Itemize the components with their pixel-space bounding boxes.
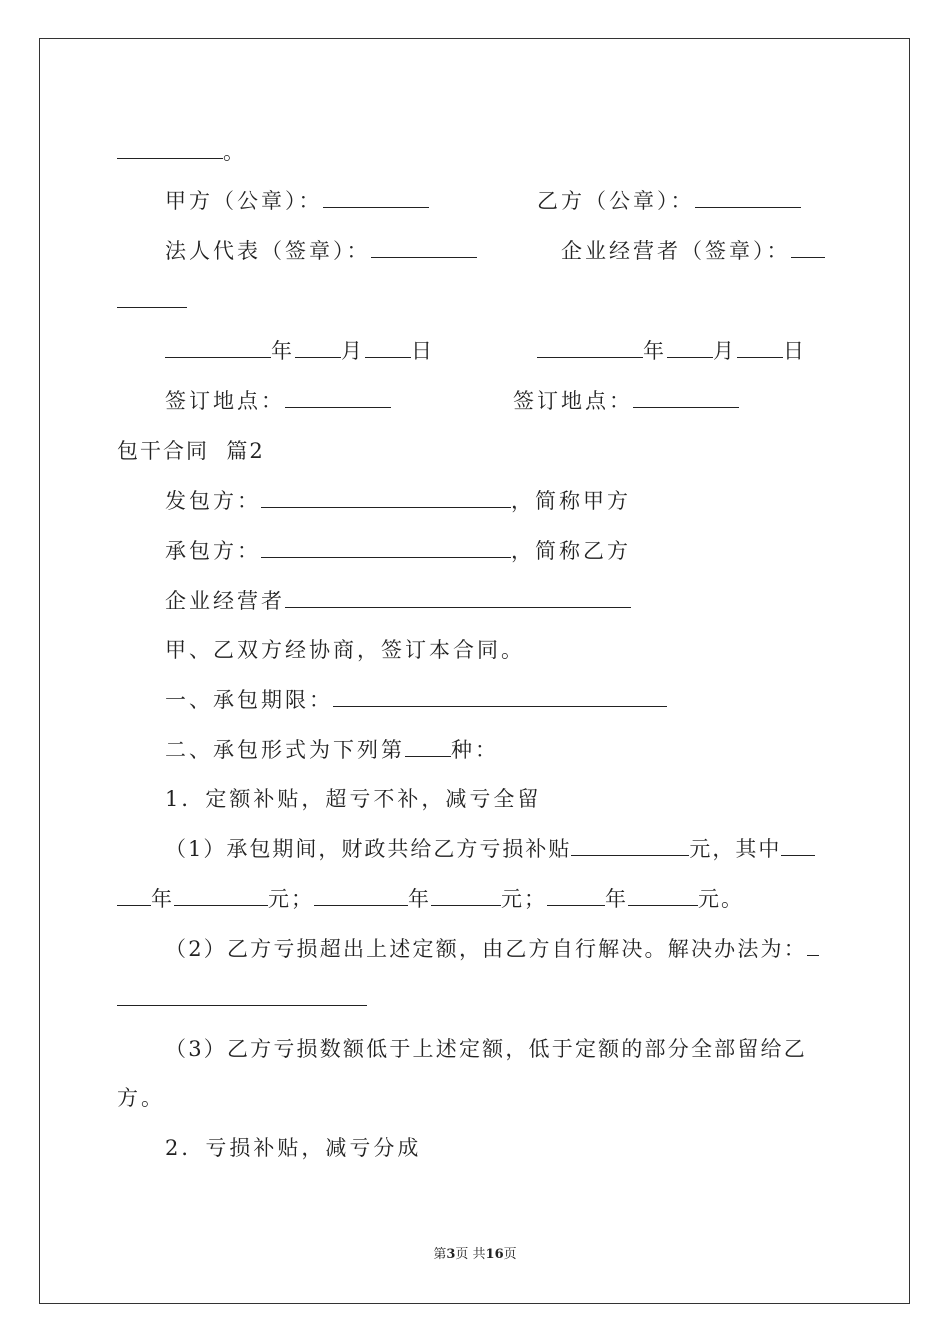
text: 月: [341, 339, 365, 363]
text: ，简称乙方: [511, 539, 631, 563]
text-line: [117, 984, 367, 1014]
text-line: [117, 137, 247, 167]
text-line: [117, 884, 744, 914]
text-line: （3）乙方亏损数额低于上述定额，低于定额的部分全部留给乙: [165, 1037, 807, 1061]
text: 页: [503, 1247, 517, 1262]
text: 年: [151, 887, 174, 911]
blank-field[interactable]: [371, 237, 477, 258]
date-line: [165, 336, 435, 366]
text-line: [513, 386, 739, 416]
blank-field[interactable]: [781, 835, 815, 856]
text-line: [165, 934, 819, 964]
section-title: 包干合同 篇2: [117, 439, 265, 463]
text-line: [165, 536, 631, 566]
text: 种：: [451, 738, 499, 762]
blank-field[interactable]: [791, 237, 825, 258]
page-number: 3: [446, 1247, 456, 1262]
text: 元；: [268, 887, 314, 911]
blank-field[interactable]: [117, 287, 187, 308]
text-line: 甲、乙双方经协商，签订本合同。: [165, 638, 525, 662]
blank-field[interactable]: [547, 885, 605, 906]
text: 元。: [698, 887, 744, 911]
text-line: [165, 685, 667, 715]
blank-field[interactable]: [431, 885, 501, 906]
blank-field[interactable]: [261, 487, 511, 508]
text-line: [165, 834, 815, 864]
text-line: 方。: [117, 1086, 165, 1110]
blank-field[interactable]: [285, 387, 391, 408]
text-line: [537, 186, 801, 216]
blank-field[interactable]: [174, 885, 268, 906]
blank-field[interactable]: [333, 686, 667, 707]
text: 年: [605, 887, 628, 911]
text: 元，其中: [689, 837, 782, 861]
text-line: 1．定额补贴，超亏不补，减亏全留: [165, 787, 542, 811]
text-line: [561, 236, 825, 266]
text: 年: [408, 887, 431, 911]
blank-field[interactable]: [365, 337, 411, 358]
text: 。: [223, 140, 247, 164]
text: （1）承包期间，财政共给乙方亏损补贴: [165, 837, 572, 861]
blank-field[interactable]: [807, 935, 819, 956]
blank-field[interactable]: [117, 885, 151, 906]
text: 企业经营者（签章）：: [561, 239, 791, 263]
blank-field[interactable]: [295, 337, 341, 358]
text-line: [165, 236, 477, 266]
page-total: 16: [485, 1247, 504, 1262]
text: 发包方：: [165, 489, 261, 513]
text: 一、承包期限：: [165, 688, 333, 712]
text: 月: [713, 339, 737, 363]
text: 二、承包形式为下列第: [165, 738, 405, 762]
text-line: [165, 586, 631, 616]
blank-field[interactable]: [628, 885, 698, 906]
text: 年: [643, 339, 667, 363]
blank-field[interactable]: [667, 337, 713, 358]
blank-field[interactable]: [117, 985, 367, 1006]
blank-field[interactable]: [285, 587, 631, 608]
blank-field[interactable]: [571, 835, 689, 856]
blank-field[interactable]: [737, 337, 783, 358]
text-line: [165, 735, 499, 765]
text-line: [165, 386, 391, 416]
text-line: [165, 186, 429, 216]
text: 签订地点：: [513, 389, 633, 413]
blank-field[interactable]: [323, 187, 429, 208]
text: 年: [271, 339, 295, 363]
blank-field[interactable]: [633, 387, 739, 408]
page-border: [39, 38, 910, 1304]
text: ，简称甲方: [511, 489, 631, 513]
blank-field[interactable]: [165, 337, 271, 358]
text: 承包方：: [165, 539, 261, 563]
text: 法人代表（签章）：: [165, 239, 371, 263]
text-line: 2．亏损补贴，减亏分成: [165, 1136, 422, 1160]
blank-field[interactable]: [261, 537, 511, 558]
blank-field[interactable]: [117, 138, 223, 159]
text: 甲方（公章）：: [165, 189, 323, 213]
text-line: [165, 486, 631, 516]
text-line: [117, 286, 187, 316]
text: （2）乙方亏损超出上述定额，由乙方自行解决。解决办法为：: [165, 937, 807, 961]
date-line: [537, 336, 807, 366]
text: 第: [433, 1247, 447, 1262]
text: 日: [411, 339, 435, 363]
text: 日: [783, 339, 807, 363]
blank-field[interactable]: [405, 736, 451, 757]
text: 乙方（公章）：: [537, 189, 695, 213]
text: 签订地点：: [165, 389, 285, 413]
text: 元；: [501, 887, 547, 911]
blank-field[interactable]: [314, 885, 408, 906]
page-footer: [0, 1243, 950, 1262]
text: 企业经营者: [165, 589, 285, 613]
text: 页 共: [455, 1247, 486, 1262]
blank-field[interactable]: [537, 337, 643, 358]
blank-field[interactable]: [695, 187, 801, 208]
